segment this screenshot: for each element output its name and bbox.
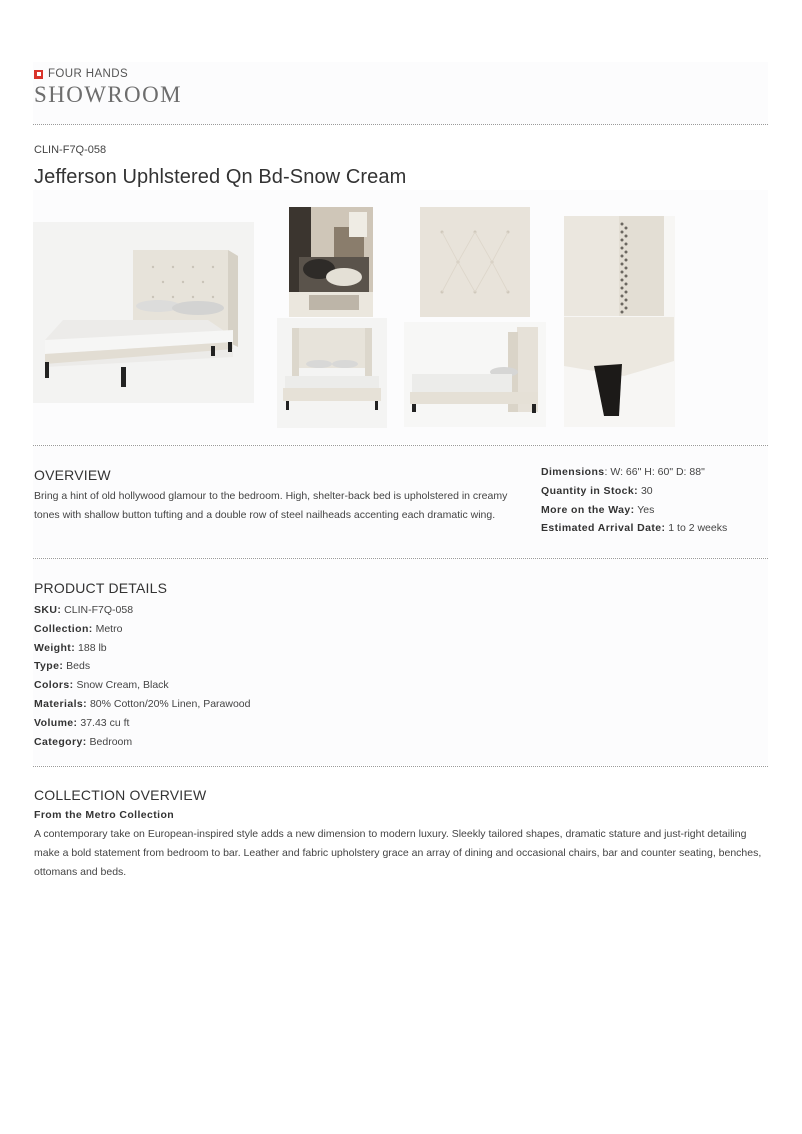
detail-row <box>34 695 250 714</box>
brand-showroom: SHOWROOM <box>34 82 182 107</box>
detail-row <box>34 714 250 733</box>
spec-label: Estimated Arrival Date: <box>541 522 666 535</box>
detail-label: Category: <box>34 735 87 748</box>
spec-more-on-way <box>541 501 727 520</box>
spec-label: Dimensions <box>541 466 605 478</box>
divider <box>33 766 768 767</box>
brand-square-icon <box>34 70 43 79</box>
detail-label: Type: <box>34 660 64 673</box>
spec-arrival-date <box>541 519 727 538</box>
nailhead-detail-photo <box>564 216 675 427</box>
detail-value: Snow Cream, Black <box>73 679 169 692</box>
spec-label: More on the Way: <box>541 503 635 516</box>
detail-value: Beds <box>63 660 91 673</box>
spec-sep: : <box>604 466 608 478</box>
product-title: Jefferson Uphlstered Qn Bd-Snow Cream <box>34 166 407 188</box>
detail-label: Volume: <box>34 716 78 729</box>
product-code: CLIN-F7Q-058 <box>34 144 107 156</box>
detail-label: Collection: <box>34 622 93 635</box>
detail-label: Materials: <box>34 697 88 710</box>
detail-label: Colors: <box>34 679 74 692</box>
divider <box>33 558 768 559</box>
fabric-swatch-photo <box>420 207 530 317</box>
divider <box>33 124 768 125</box>
bed-angle-photo <box>33 222 254 403</box>
detail-value: CLIN-F7Q-058 <box>61 604 134 616</box>
spec-value: 1 to 2 weeks <box>665 522 728 535</box>
spec-dimensions <box>541 463 727 482</box>
detail-row <box>34 639 250 658</box>
spec-quantity <box>541 482 727 501</box>
detail-row <box>34 733 250 752</box>
detail-row <box>34 620 250 639</box>
overview-text: Bring a hint of old hollywood glamour to the bedroom. High, shelter-back bed is upholstered in creamy tones with shallow button tufting and a double row of steel nailheads accenting each dramatic wing. <box>34 490 508 521</box>
detail-value: 188 lb <box>75 641 107 654</box>
collection-text: A contemporary take on European-inspired style adds a new dimension to modern luxury. Sleekly tailored shapes, dramatic stature and just-right detailing make a bold statement from bedroom to bar. Leather and fabric upholstery grace an array of dining and occasional chairs, bar and counter seating, benches, ottomans and beds. <box>34 828 762 878</box>
detail-row <box>34 657 250 676</box>
detail-label: Weight: <box>34 641 76 654</box>
details-heading: PRODUCT DETAILS <box>34 580 168 596</box>
collection-heading: COLLECTION OVERVIEW <box>34 787 207 803</box>
detail-row <box>34 676 250 695</box>
brand-logo <box>34 68 182 108</box>
detail-value: 80% Cotton/20% Linen, Parawood <box>87 697 251 710</box>
detail-row <box>34 601 250 620</box>
detail-value: Bedroom <box>86 735 133 748</box>
bed-lifestyle-photo <box>289 207 373 317</box>
collection-subheading: From the Metro Collection <box>34 809 175 821</box>
spec-value: W: 66" H: 60" D: 88" <box>607 466 705 478</box>
brand-name: FOUR HANDS <box>48 68 129 80</box>
details-list <box>34 601 250 751</box>
detail-value: 37.43 cu ft <box>77 716 130 729</box>
spec-value: 30 <box>638 484 653 497</box>
divider <box>33 445 768 446</box>
detail-label: SKU: <box>34 604 62 616</box>
spec-list <box>541 463 727 538</box>
bed-side-photo <box>404 322 546 427</box>
bed-front-photo <box>277 318 387 428</box>
detail-value: Metro <box>92 622 123 635</box>
spec-value: Yes <box>634 503 655 516</box>
spec-label: Quantity in Stock: <box>541 484 639 497</box>
overview-heading: OVERVIEW <box>34 467 111 483</box>
